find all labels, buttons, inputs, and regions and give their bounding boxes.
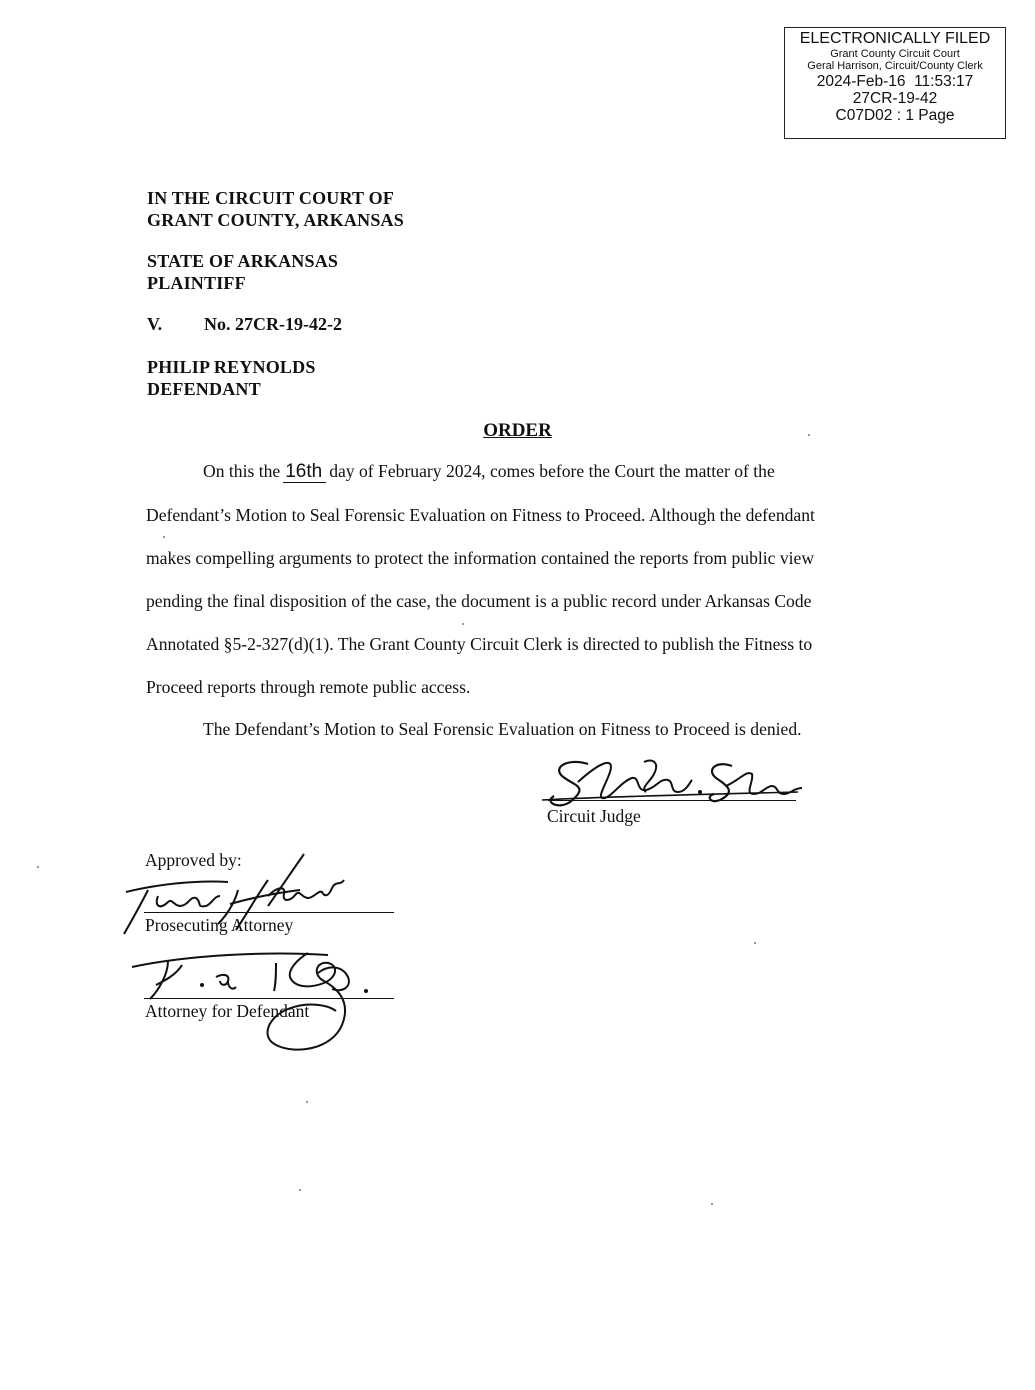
stamp-datetime: 2024-Feb-16 11:53:17 xyxy=(816,72,974,90)
order-paragraph-line-4: pending the final disposition of the case, the document is a public record under Arkansas Code xyxy=(146,591,812,611)
defendant-block xyxy=(147,356,316,400)
case-number: No. 27CR-19-42-2 xyxy=(204,314,342,334)
order-paragraph-line-2: Defendant’s Motion to Seal Forensic Evaluation on Fitness to Proceed. Although the defendant xyxy=(146,505,815,525)
versus-label: V. xyxy=(147,314,163,334)
stamp-case-number: 27CR-19-42 xyxy=(852,89,938,107)
case-number-line xyxy=(147,314,342,335)
scan-speck xyxy=(808,434,810,436)
scan-speck xyxy=(754,942,756,944)
stamp-filed-label: ELECTRONICALLY FILED xyxy=(799,30,991,47)
defense-signature-line xyxy=(144,998,394,999)
order-paragraph-line-3: makes compelling arguments to protect the information contained the reports from public view xyxy=(146,548,815,568)
order-title: ORDER xyxy=(483,420,552,441)
judge-signature xyxy=(540,752,810,812)
stamp-page-count: C07D02 : 1 Page xyxy=(835,107,955,125)
stamp-clerk: Geral Harrison, Circuit/County Clerk xyxy=(807,60,983,73)
defense-attorney-label: Attorney for Defendant xyxy=(145,1001,310,1021)
scan-speck xyxy=(163,536,165,538)
scan-speck xyxy=(711,1203,713,1205)
judge-label: Circuit Judge xyxy=(547,806,641,826)
order-ruling-line: The Defendant’s Motion to Seal Forensic Evaluation on Fitness to Proceed is denied. xyxy=(203,719,802,739)
order-paragraph-line-5: Annotated §5-2-327(d)(1). The Grant County Circuit Clerk is directed to publish the Fitness to xyxy=(146,634,813,654)
scan-speck xyxy=(462,623,464,625)
prosecutor-label: Prosecuting Attorney xyxy=(145,915,294,935)
court-name-line-2: GRANT COUNTY, ARKANSAS xyxy=(147,210,404,230)
plaintiff-name: STATE OF ARKANSAS xyxy=(147,251,339,271)
order-paragraph-line-1: On this the 16th day of February 2024, comes before the Court the matter of the xyxy=(203,461,775,482)
electronic-filing-stamp xyxy=(784,27,1006,139)
scan-speck xyxy=(299,1189,301,1191)
plaintiff-block xyxy=(147,250,338,294)
stamp-court: Grant County Circuit Court xyxy=(830,47,960,60)
filled-day: 16th xyxy=(283,461,326,483)
court-name-line-1: IN THE CIRCUIT COURT OF xyxy=(147,188,395,208)
defendant-role: DEFENDANT xyxy=(147,379,261,399)
defendant-name: PHILIP REYNOLDS xyxy=(147,357,316,377)
scan-speck xyxy=(306,1101,308,1103)
plaintiff-role: PLAINTIFF xyxy=(147,273,246,293)
court-heading xyxy=(147,187,404,231)
judge-signature-line xyxy=(548,800,796,801)
order-paragraph-line-6: Proceed reports through remote public access. xyxy=(146,677,471,697)
prosecutor-signature-line xyxy=(144,912,394,913)
defense-signature xyxy=(128,925,378,1060)
approved-by-label: Approved by: xyxy=(145,850,242,870)
scan-speck xyxy=(37,866,39,868)
